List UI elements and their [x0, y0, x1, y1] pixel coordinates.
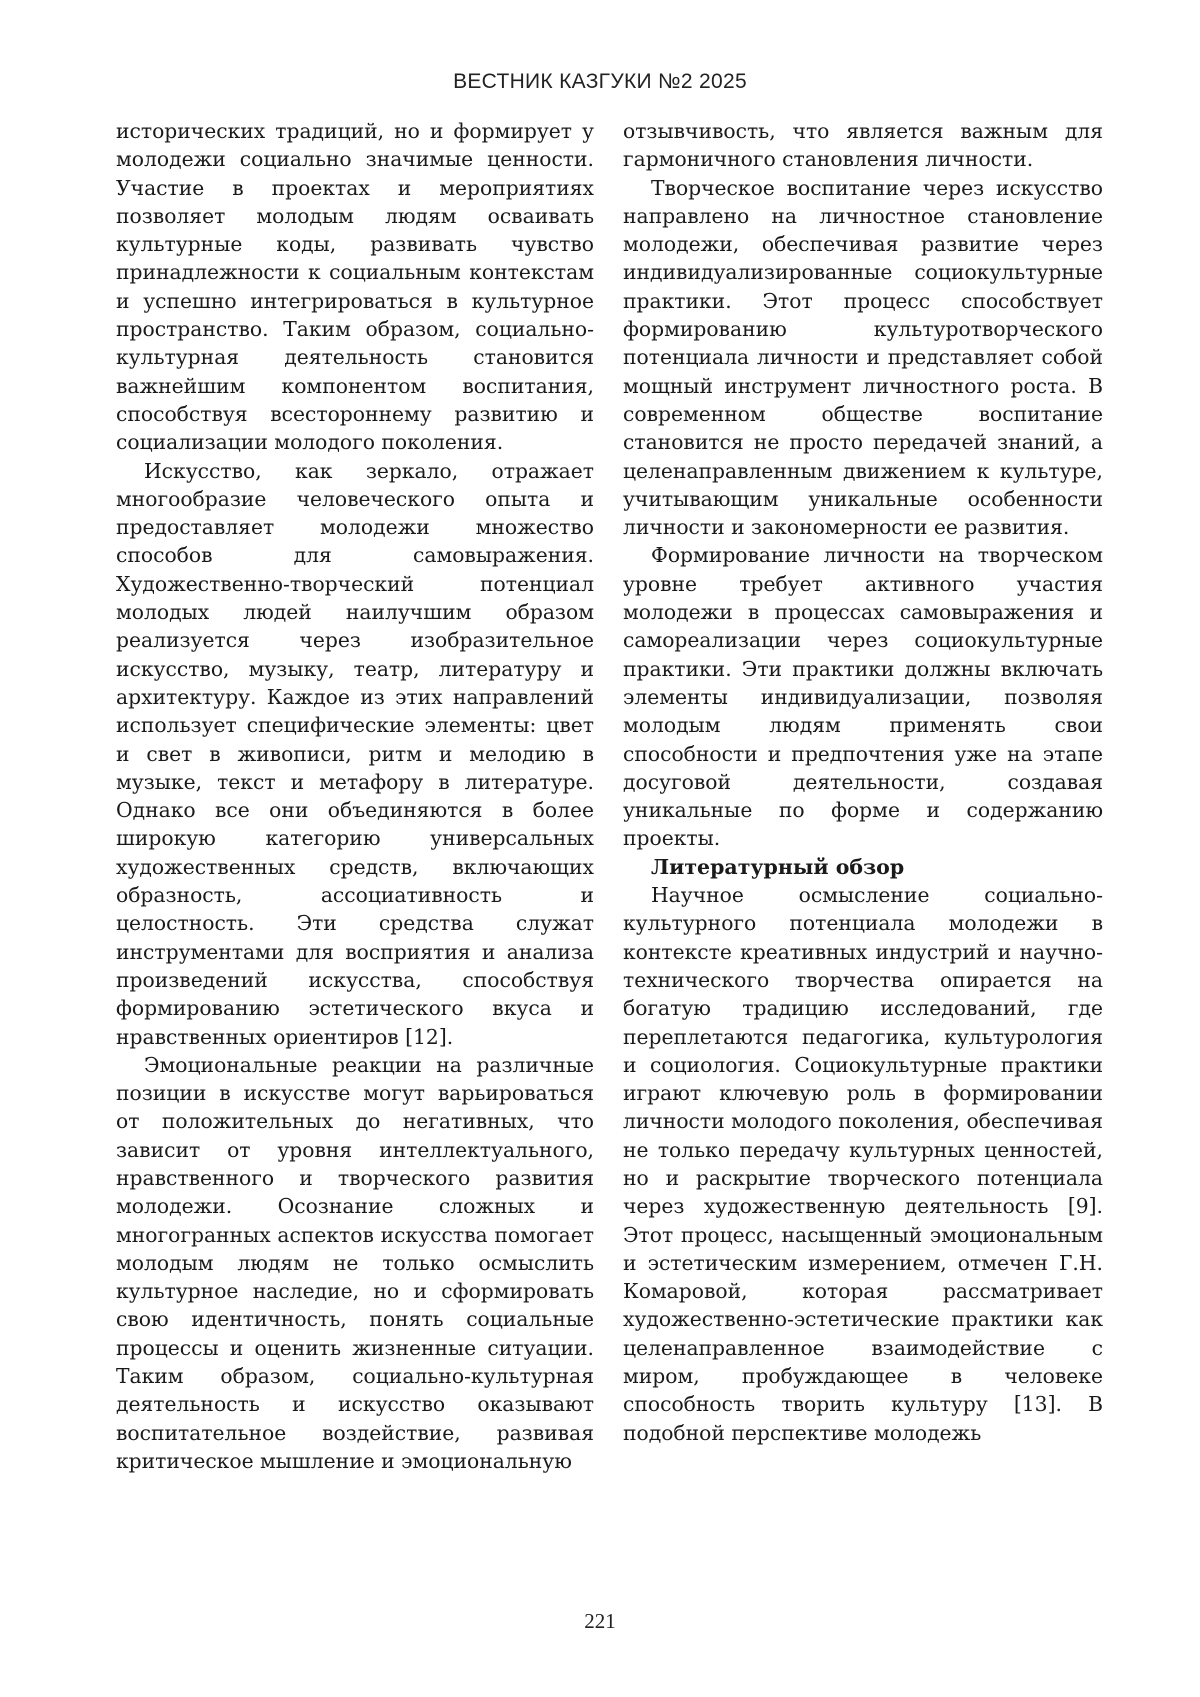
paragraph: Творческое воспитание через искусство направлено на личностное становление молодежи, обеспечивая развитие через индивидуализированные социокультурные практики. Этот процесс способствует формированию культуротворческого потенциала личности и представляет собой мощный инструмент личностного роста. В современном обществе воспитание становится не просто передачей знаний, а целенаправленным движением к культуре, учитывающим уникальные особенности личности и закономерности ее развития.	[623, 175, 1103, 540]
paragraph: Формирование личности на творческом уровне требует активного участия молодежи в процессах самовыражения и самореализации через социокультурные практики. Эти практики должны включать элементы индивидуализации, позволяя молодым людям применять свои способности и предпочтения уже на этапе досуговой деятельности, создавая уникальные по форме и содержанию проекты.	[623, 543, 1103, 851]
paragraph: Научное осмысление социально-культурного потенциала молодежи в контексте креативных индустрий и научно-технического творчества опирается на богатую традицию исследований, где переплетаются педагогика, культурология и социология. Социокультурные практики играют ключевую роль в формировании личности молодого поколения, обеспечивая не только передачу культурных ценностей, но и раскрытие творческого потенциала через художественную деятельность [9]. Этот процесс, насыщенный эмоциональным и эстетическим измерением, отмечен Г.Н. Комаровой, которая рассматривает художественно-эстетические практики как целенаправленное взаимодействие с миром, пробуждающее в человеке способность творить культуру [13]. В подобной перспективе молодежь	[623, 883, 1103, 1445]
left-column	[116, 117, 594, 1475]
right-column	[623, 117, 1103, 1447]
page-number: 221	[584, 1609, 616, 1633]
paragraph: Искусство, как зеркало, отражает многообразие человеческого опыта и предоставляет молодежи множество способов для самовыражения. Художественно-творческий потенциал молодых людей наилучшим образом реализуется через изобразительное искусство, музыку, театр, литературу и архитектуру. Каждое из этих направлений использует специфические элементы: цвет и свет в живописи, ритм и мелодию в музыке, текст и метафору в литературе. Однако все они объединяются в более широкую категорию универсальных художественных средств, включающих образность, ассоциативность и целостность. Эти средства служат инструментами для восприятия и анализа произведений искусства, способствуя формированию эстетического вкуса и нравственных ориентиров [12].	[116, 458, 594, 1049]
paragraph: исторических традиций, но и формирует у молодежи социально значимые ценности. Участие в проектах и мероприятиях позволяет молодым людям осваивать культурные коды, развивать чувство принадлежности к социальным контекстам и успешно интегрироваться в культурное пространство. Таким образом, социально-культурная деятельность становится важнейшим компонентом воспитания, способствуя всестороннему развитию и социализации молодого поколения.	[116, 119, 594, 455]
journal-header: ВЕСТНИК КАЗГУКИ №2 2025	[453, 70, 747, 93]
section-heading: Литературный обзор	[651, 854, 905, 879]
paragraph: отзывчивость, что является важным для гармоничного становления личности.	[623, 119, 1103, 172]
paragraph: Эмоциональные реакции на различные позиции в искусстве могут варьироваться от положительных до негативных, что зависит от уровня интеллектуального, нравственного и творческого развития молодежи. Осознание сложных и многогранных аспектов искусства помогает молодым людям не только осмыслить культурное наследие, но и сформировать свою идентичность, понять социальные процессы и оценить жизненные ситуации. Таким образом, социально-культурная деятельность и искусство оказывают воспитательное воздействие, развивая критическое мышление и эмоциональную	[116, 1052, 594, 1473]
